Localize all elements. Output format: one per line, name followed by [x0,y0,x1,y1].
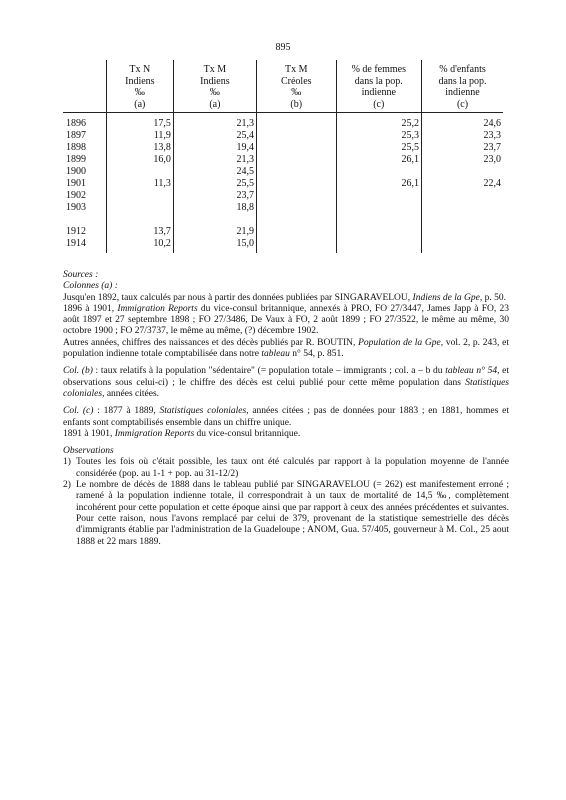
observation-item: 2) Le nombre de décès de 1888 dans le tableau publié par SINGARAVELOU (= 262) est manifestement erroné ; ramené à la population indienne totale, il correspondrait à un taux de mortalité de 14,5 ‰, complètement incohérent pour cette population et cette époque ainsi que par rapport à ceux des années précédentes et suivantes. Pour cette raison, nous l'avons remplacé par celui de 379, provenant de la statistique semestrielle des décès d'immigrants établie par l'administration de la Guadeloupe ; ANOM, Gua. 57/405, gouverneur à M. Col., 25 aout 1888 et 22 mars 1889. [63,480,509,547]
header-col-5: % d'enfants dans la pop. indienne (c) [421,60,503,113]
notes-section [63,270,509,548]
source-a-paragraph-3: Autres années, chiffres des naissances et des décès publiés par R. BOUTIN, Population de la Gpe, vol. 2, p. 243, et population indienne totale comptabilisée dans notre tableau n° 54, p. 851. [63,337,510,360]
source-a-paragraph-2: 1896 à 1901, Immigration Reports du vice-consul britannique, annexés à PRO, FO 27/3447, James Japp à FO, 23 août 1897 et 27 septembre 1898 ; FO 27/3486, De Vaux à FO, 2 août 1899 ; FO 27/3522, le même au même, 30 octobre 1900 ; FO 27/3737, le même au même, (?) décembre 1902. [63,303,510,337]
header-col-3: Tx M Créoles ‰ (b) [256,60,336,113]
table-row: 1912 13,7 21,9 [63,226,503,238]
header-col-1: Tx N Indiens ‰ (a) [106,60,173,113]
colonnes-a-label: Colonnes (a) : [63,281,118,292]
table-header-row [63,60,503,113]
table-row: 1901 11,3 25,5 26,1 22,4 [66,178,501,190]
table-row: 1914 10,2 15,0 [63,238,503,253]
data-table [63,60,503,253]
header-col-4: % de femmes dans la pop. indienne (c) [336,60,421,113]
table-row: 1900 24,5 [63,166,503,178]
table-row: 1898 13,8 19,4 25,5 23,7 [66,142,501,154]
source-a-paragraph-1: Jusqu'en 1892, taux calculés par nous à partir des données publiées par SINGARAVELOU, Indiens de la Gpe, p. 50. [63,292,506,303]
observation-item: 1) Toutes les fois où c'était possible, les taux ont été calculés par rapport à la population moyenne de l'année considérée (pop. au 1-1 + pop. au 31-12/2) [63,457,509,479]
table-row: 1897 11,9 25,4 25,3 23,3 [66,130,501,142]
source-b-paragraph: Col. (b) : taux relatifs à la population "sédentaire" (= population totale – immigrants ; col. a – b du tableau n° 54, et observations sous celui-ci) ; le chiffre des décès est celui publié pour cette même population dans Statistiques coloniales, années citées. [63,366,510,399]
table-row: 1902 23,7 [63,190,503,202]
table-row: 1899 16,0 21,3 26,1 23,0 [66,154,501,166]
observations-title: Observations [63,446,114,457]
source-c-paragraph-1: Col. (c) : 1877 à 1889, Statistiques coloniales, années citées ; pas de données pour 1883 ; en 1881, hommes et enfants sont comptabilisés ensemble dans un chiffre unique. [63,406,509,428]
header-col-2: Tx M Indiens ‰ (a) [173,60,256,113]
table-row: 1896 17,5 21,3 25,2 24,6 [63,113,503,131]
page-number: 895 [275,42,291,53]
source-c-paragraph-2: 1891 à 1901, Immigration Reports du vice-consul britannique. [63,428,301,439]
table-row: 1903 18,8 [63,202,503,214]
sources-title: Sources : [63,270,99,280]
table-spacer-row [63,214,503,226]
header-year [63,60,106,113]
